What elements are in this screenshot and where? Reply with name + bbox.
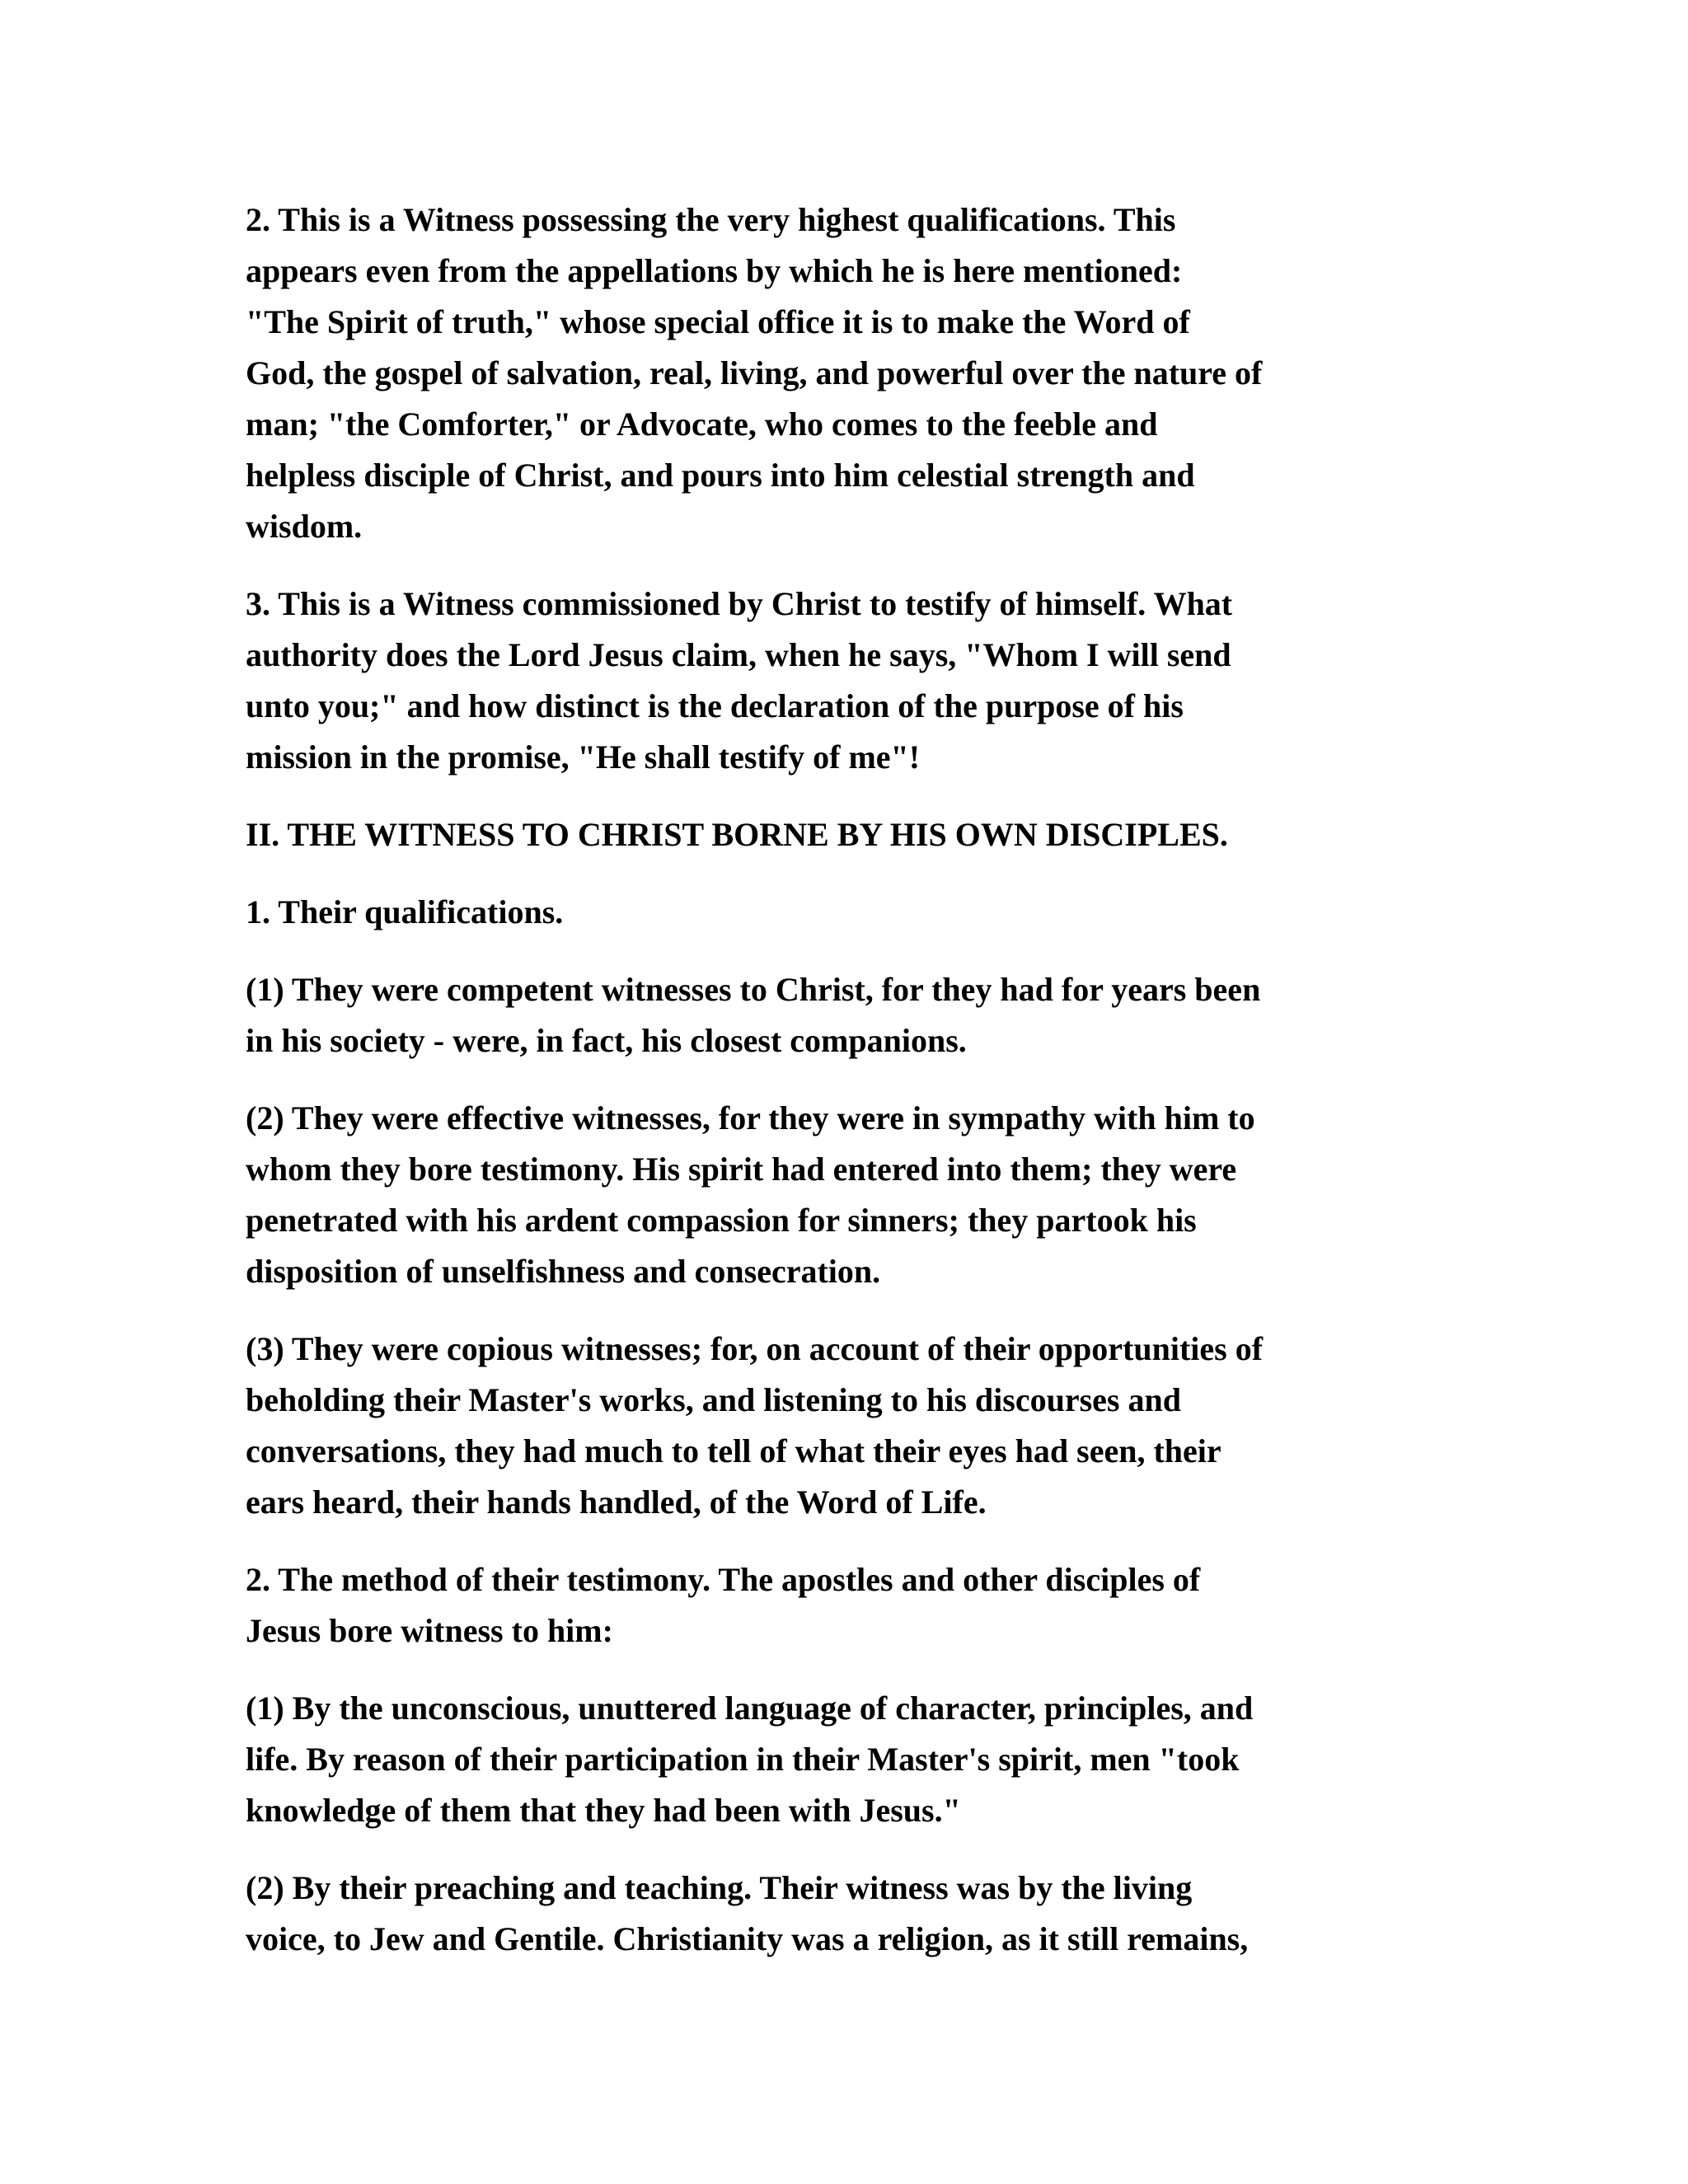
text-line: life. By reason of their participation in their Master's spirit, men "took	[246, 1741, 1240, 1778]
text-line: authority does the Lord Jesus claim, when he says, "Whom I will send	[246, 636, 1231, 673]
text-line: 2. The method of their testimony. The apostles and other disciples of	[246, 1561, 1201, 1598]
paragraph-copious-witnesses	[246, 1324, 1449, 1528]
text-line: (1) By the unconscious, unuttered language of character, principles, and	[246, 1690, 1254, 1727]
paragraph-unconscious-language	[246, 1683, 1449, 1836]
text-line: ears heard, their hands handled, of the Word of Life.	[246, 1483, 987, 1521]
text-line: (3) They were copious witnesses; for, on account of their opportunities of	[246, 1330, 1264, 1367]
text-line: (2) By their preaching and teaching. Their witness was by the living	[246, 1869, 1193, 1906]
text-line: 3. This is a Witness commissioned by Christ to testify of himself. What	[246, 585, 1233, 622]
text-line: man; "the Comforter," or Advocate, who comes to the feeble and	[246, 405, 1158, 443]
text-line: (2) They were effective witnesses, for they were in sympathy with him to	[246, 1099, 1255, 1137]
text-line: 2. This is a Witness possessing the very highest qualifications. This	[246, 201, 1176, 238]
paragraph-method-of-testimony	[246, 1554, 1449, 1657]
text-line: voice, to Jew and Gentile. Christianity was a religion, as it still remains,	[246, 1920, 1249, 1957]
text-line: penetrated with his ardent compassion for sinners; they partook his	[246, 1202, 1197, 1239]
text-line: whom they bore testimony. His spirit had entered into them; they were	[246, 1151, 1237, 1188]
paragraph-witness-qualifications	[246, 194, 1449, 552]
text-line: God, the gospel of salvation, real, living, and powerful over the nature of	[246, 354, 1263, 391]
text-line: mission in the promise, "He shall testify of me"!	[246, 738, 921, 776]
text-line: appears even from the appellations by which he is here mentioned:	[246, 252, 1183, 289]
text-line: (1) They were competent witnesses to Christ, for they had for years been	[246, 971, 1261, 1008]
paragraph-their-qualifications	[246, 887, 1449, 938]
document-page	[246, 194, 1449, 1991]
text-line: helpless disciple of Christ, and pours into him celestial strength and	[246, 457, 1195, 494]
text-line: beholding their Master's works, and listening to his discourses and	[246, 1381, 1181, 1418]
text-line: "The Spirit of truth," whose special office it is to make the Word of	[246, 303, 1190, 340]
text-line: knowledge of them that they had been with Jesus."	[246, 1792, 961, 1829]
text-line: disposition of unselfishness and consecration.	[246, 1253, 881, 1290]
text-line: 1. Their qualifications.	[246, 893, 564, 930]
paragraph-effective-witnesses	[246, 1093, 1449, 1297]
text-line: in his society - were, in fact, his closest companions.	[246, 1022, 967, 1059]
text-line: II. THE WITNESS TO CHRIST BORNE BY HIS OWN DISCIPLES.	[246, 816, 1228, 853]
section-heading-disciples-witness	[246, 809, 1449, 860]
text-line: unto you;" and how distinct is the declaration of the purpose of his	[246, 687, 1184, 724]
paragraph-competent-witnesses	[246, 964, 1449, 1066]
text-line: Jesus bore witness to him:	[246, 1612, 613, 1649]
paragraph-witness-commissioned	[246, 579, 1449, 783]
text-line: wisdom.	[246, 508, 363, 545]
paragraph-preaching-teaching	[246, 1863, 1449, 1965]
text-line: conversations, they had much to tell of what their eyes had seen, their	[246, 1432, 1221, 1469]
